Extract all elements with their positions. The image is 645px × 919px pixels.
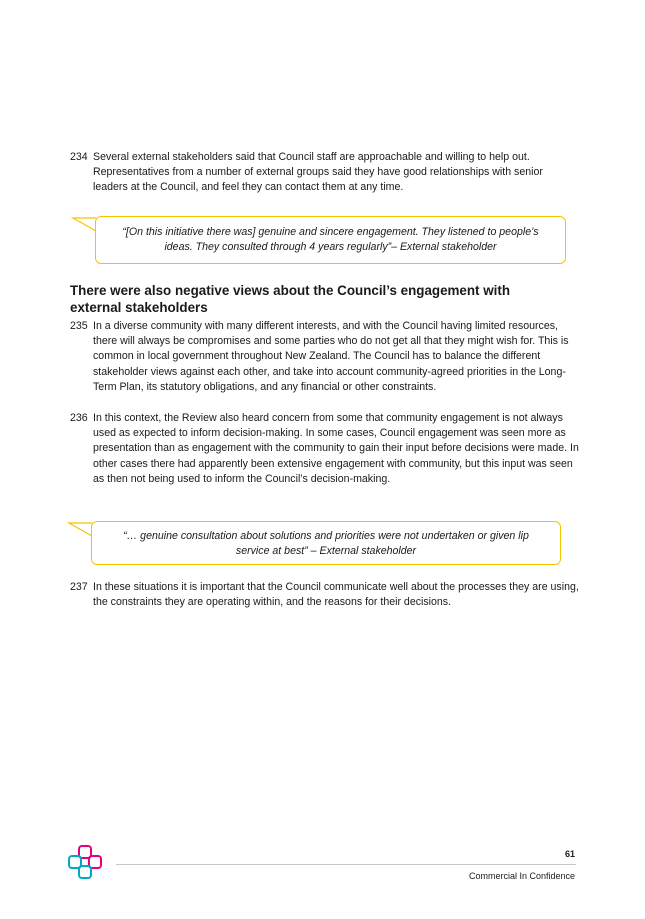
- paragraph-237: [70, 580, 580, 610]
- paragraph-number: 235: [70, 320, 88, 332]
- paragraph-text: In these situations it is important that the Council communicate well about the processes they are using, the constraints they are operating within, and the reasons for their decisions.: [93, 581, 579, 609]
- paragraph-text: In a diverse community with many different interests, and with the Council having limited resources, there will always be compromises and some parties who do not get all that they might wish for. This is common in local government throughout New Zealand. The Council has to balance the different stakeholder views against each other, and take into account community-agreed priorities in the Long-Term Plan, its statutory obligations, and any financial or other constraints.: [93, 320, 569, 393]
- organisation-logo: [68, 845, 102, 879]
- footer-divider: [116, 864, 576, 865]
- section-heading: There were also negative views about the Council’s engagement with external stakeholders: [70, 283, 511, 315]
- page-number: 61: [564, 849, 575, 859]
- paragraph-236: [70, 411, 580, 487]
- paragraph-235: [70, 319, 580, 395]
- paragraph-number: 234: [70, 151, 88, 163]
- paragraph-number: 237: [70, 581, 88, 593]
- paragraph-number: 236: [70, 412, 88, 424]
- paragraph-text: In this context, the Review also heard concern from some that community engagement is not always used as expected to inform decision-making. In some cases, Council engagement was seen more as presentation than as engagement with the community to gain their input before decisions were made. In other cases there had apparently been extensive engagement with community, but this input was seen as then not being used to inform the Council’s decision-making.: [93, 412, 579, 485]
- quote-callout: [95, 216, 566, 264]
- quote-text: “… genuine consultation about solutions and priorities were not undertaken or given lip service at best” – External stakeholder: [123, 530, 529, 557]
- paragraph-234: [70, 150, 580, 196]
- quote-callout: [91, 521, 561, 565]
- confidentiality-label: Commercial In Confidence: [468, 871, 575, 881]
- paragraph-text: Several external stakeholders said that Council staff are approachable and willing to help out. Representatives from a number of external groups said they have good relationships with senior leaders at the Council, and feel they can contact them at any time.: [93, 151, 543, 194]
- quote-text: “[On this initiative there was] genuine and sincere engagement. They listened to people’s ideas. They consulted through 4 years regularly”– External stakeholder: [122, 226, 539, 253]
